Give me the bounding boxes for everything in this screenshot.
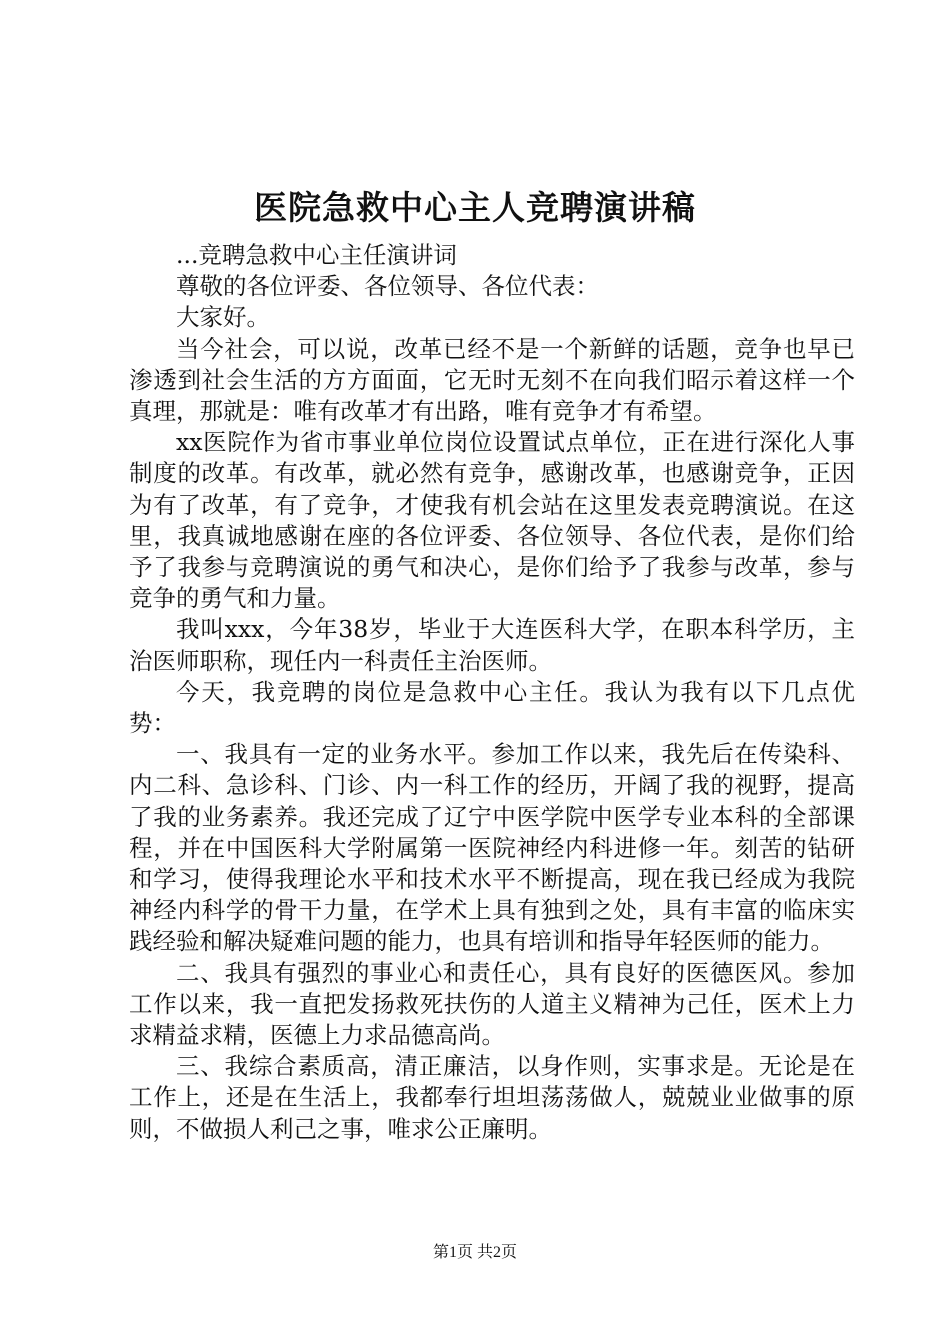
document-body: [129, 240, 855, 1145]
paragraph-self-introduction: 我叫xxx，今年38岁，毕业于大连医科大学，在职本科学历，主治医师职称，现任内一科责任主治医师。: [129, 615, 855, 675]
page-footer: 第1页 共2页: [432, 1244, 517, 1261]
paragraph-reform: 当今社会，可以说，改革已经不是一个新鲜的话题，竞争也早已渗透到社会生活的方方面面，它无时无刻不在向我们昭示着这样一个真理，那就是：唯有改革才有出路，唯有竞争才有希望。: [129, 334, 855, 426]
paragraph-advantage-2: 二、我具有强烈的事业心和责任心，具有良好的医德医风。参加工作以来，我一直把发扬救死扶伤的人道主义精神为己任，医术上力求精益求精，医德上力求品德高尚。: [129, 958, 855, 1050]
paragraph-salutation: 尊敬的各位评委、各位领导、各位代表：: [176, 272, 599, 301]
document-title: 医院急救中心主人竞聘演讲稿: [254, 188, 696, 227]
paragraph-advantage-1: 一、我具有一定的业务水平。参加工作以来，我先后在传染科、内二科、急诊科、门诊、内一科工作的经历，开阔了我的视野，提高了我的业务素养。我还完成了辽宁中医学院中医学专业本科的全部课程，并在中国医科大学附属第一医院神经内科进修一年。刻苦的钻研和学习，使得我理论水平和技术水平不断提高，现在我已经成为我院神经内科学的骨干力量，在学术上具有独到之处，具有丰富的临床实践经验和解决疑难问题的能力，也具有培训和指导年轻医师的能力。: [129, 740, 855, 956]
paragraph-advantage-3: 三、我综合素质高，清正廉洁，以身作则，实事求是。无论是在工作上，还是在生活上，我都奉行坦坦荡荡做人，兢兢业业做事的原则，不做损人利己之事，唯求公正廉明。: [129, 1052, 855, 1143]
paragraph-hospital-reform: xx医院作为省市事业单位岗位设置试点单位，正在进行深化人事制度的改革。有改革，就必然有竞争，感谢改革，也感谢竞争，正因为有了改革，有了竞争，才使我有机会站在这里发表竞聘演说。在这里，我真诚地感谢在座的各位评委、各位领导、各位代表，是你们给予了我参与竞聘演说的勇气和决心，是你们给予了我参与改革，参与竞争的勇气和力量。: [129, 428, 855, 613]
paragraph-greeting: 大家好。: [176, 303, 270, 332]
paragraph-position: 今天，我竞聘的岗位是急救中心主任。我认为我有以下几点优势：: [129, 677, 855, 738]
paragraph-subtitle: ...竞聘急救中心主任演讲词: [176, 241, 457, 269]
